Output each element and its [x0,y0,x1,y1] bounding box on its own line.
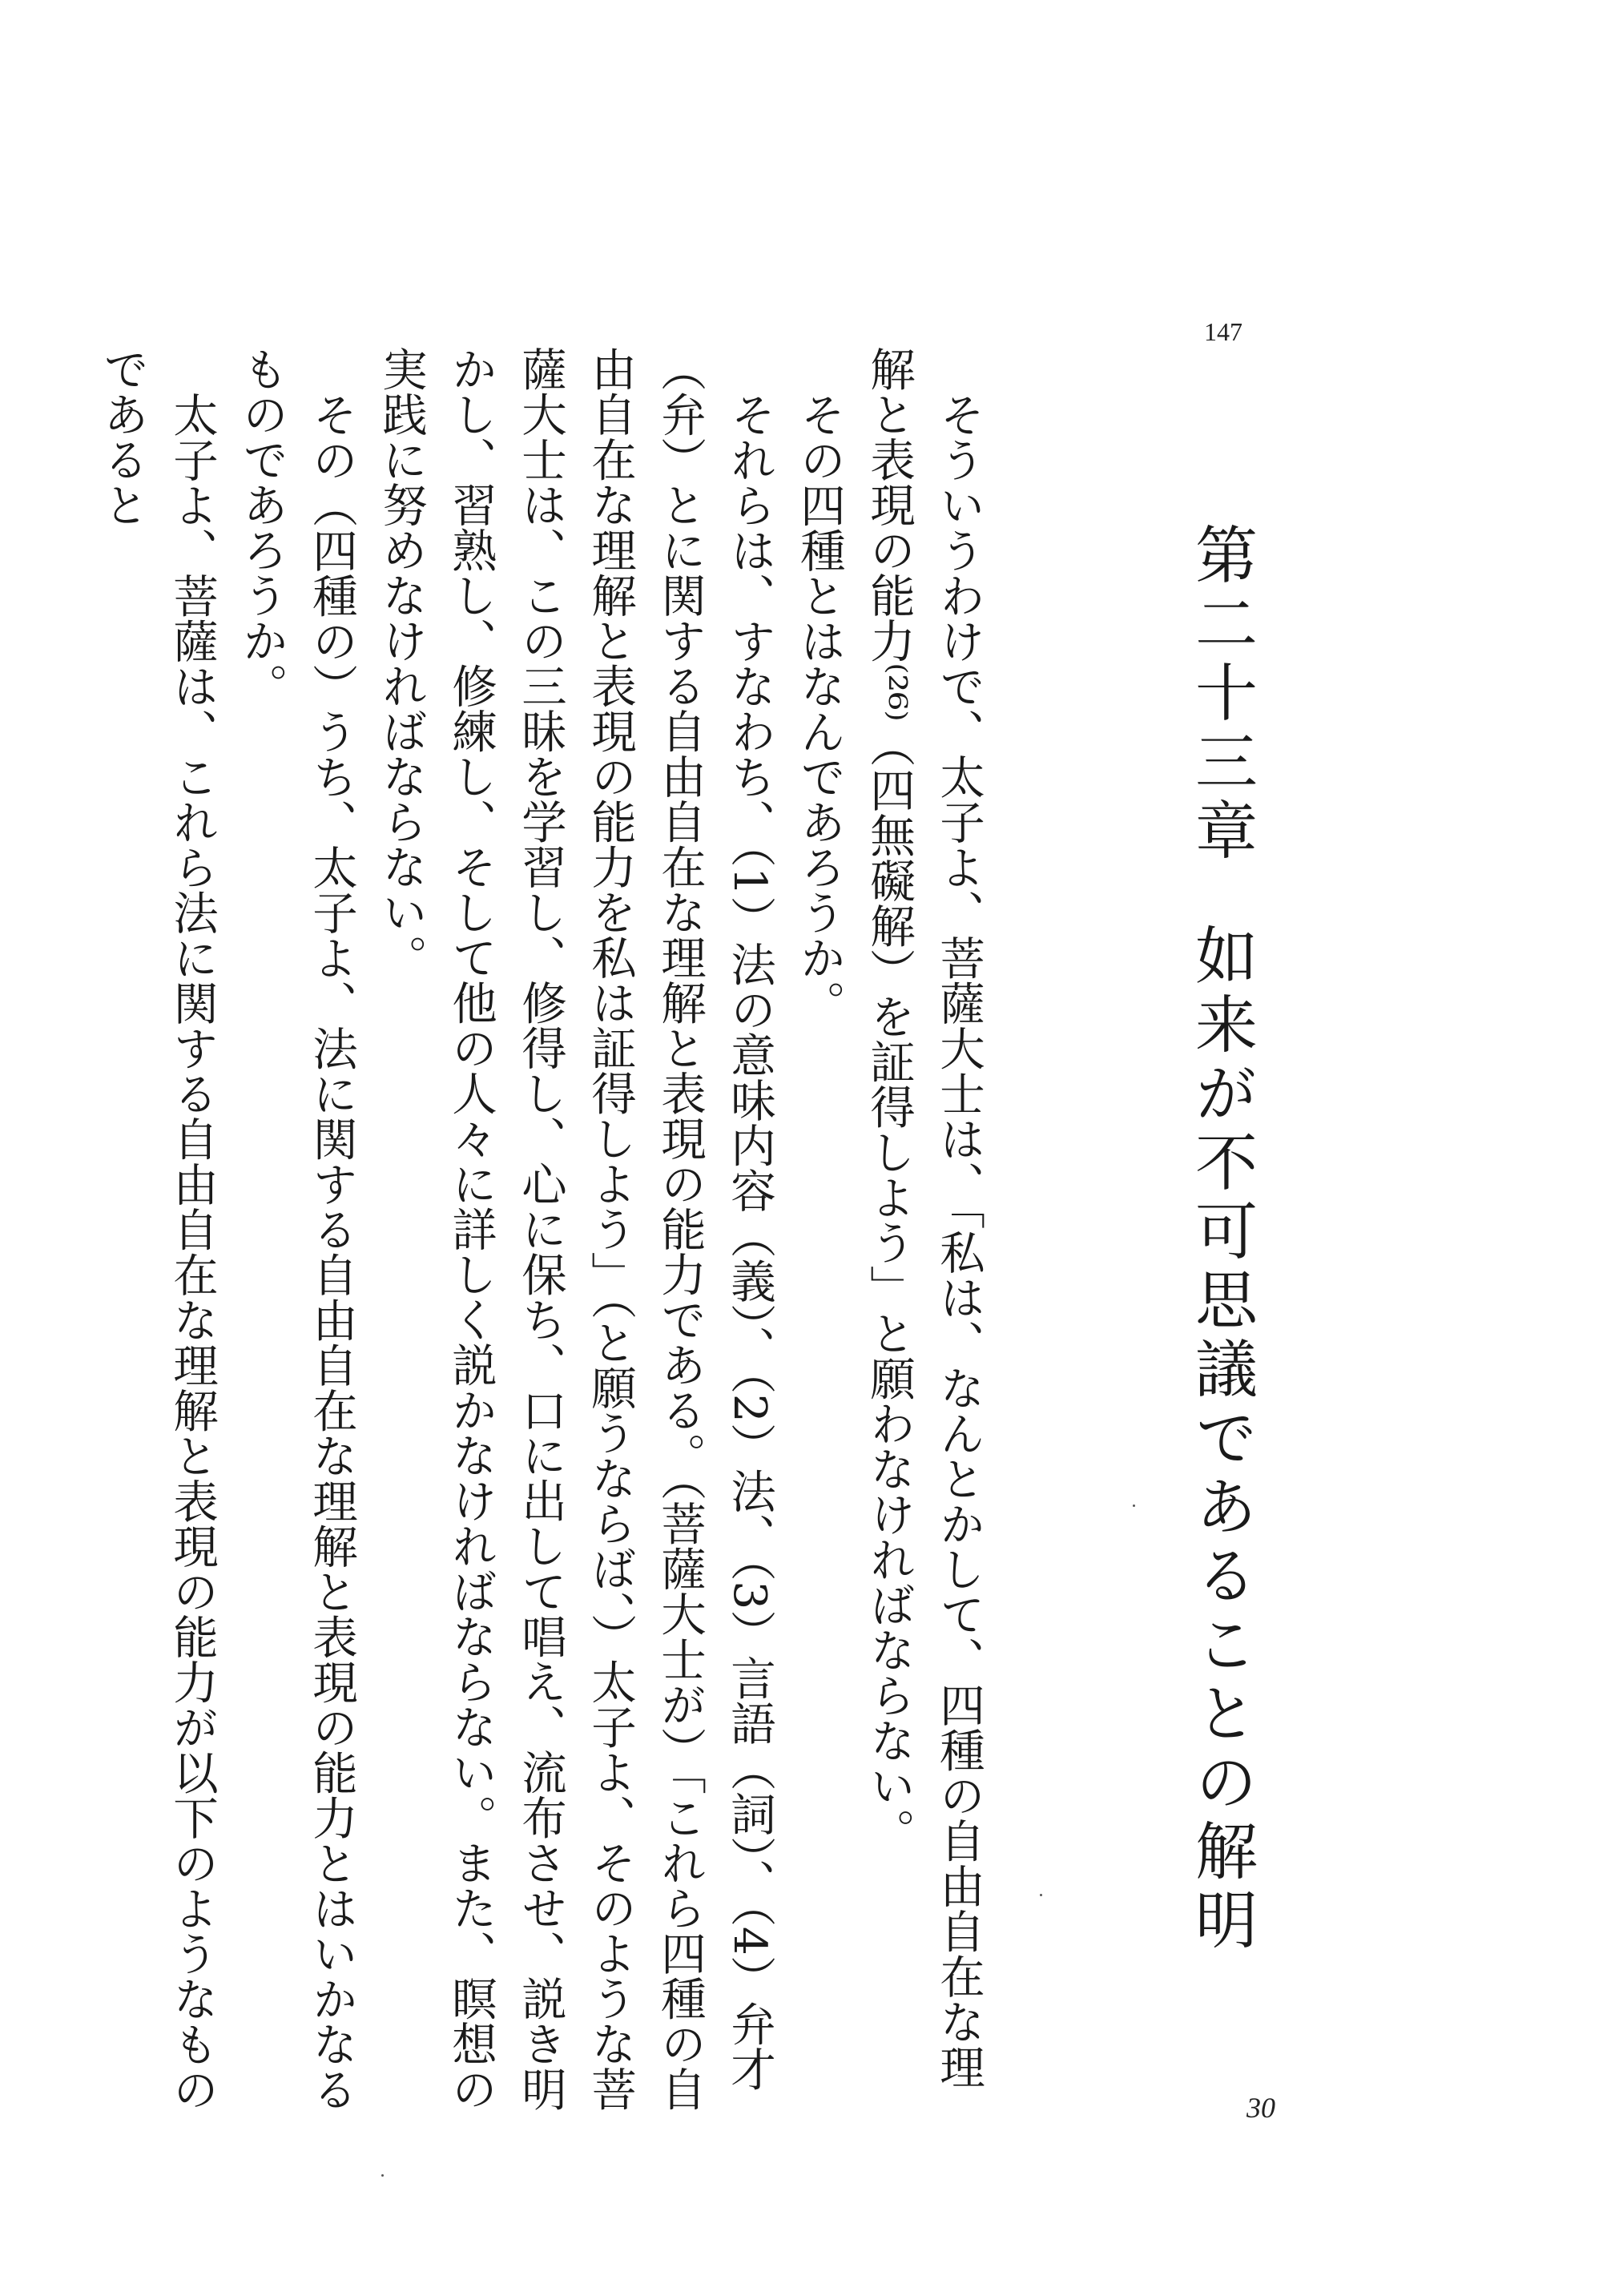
paragraph-3: それらは、すなわち、（1）法の意味内容（義）、（2）法、（3）言語（詞）、（4）弁才（弁）とに関する自由自在な理解と表現の能力である。（菩薩大士が）「これら四種の自由自在な理解と表現の能力を私は証得しよう」（と願うならば、）太子よ、そのような菩薩大士は、この三昧を学習し、修得し、心に保ち、口に出して唱え、流布させ、説き明かし、習熟し、修練し、そして他の人々に詳しく説かなければならない。また、瞑想の実践に努めなければならない。 [375,346,775,2112]
scan-speck [381,2174,384,2177]
paragraph-2: その四種とはなんであろうか。 [793,391,845,1025]
paragraph-1: そういうわけで、太子よ、菩薩大士は、「私は、なんとかして、四種の自由自在な理解と表現の能力⁽²⁶⁾（四無礙解）を証得しよう」と願わなければならない。 [863,346,985,2089]
page-number-bottom: 30 [1246,2092,1275,2124]
chapter-number: 第二十三章 [1185,522,1257,867]
paragraph-4: その（四種の）うち、太子よ、法に関する自由自在な理解と表現の能力とはいかなるものであろうか。 [236,346,357,2112]
scan-speck [1133,1504,1135,1507]
chapter-title [1184,522,1258,1956]
paragraph-5: 太子よ、菩薩は、これら法に関する自由自在な理解と表現の能力が以下のようなものであると [96,346,218,2112]
page-number-top: 147 [1204,317,1242,346]
scan-speck [1040,1894,1042,1896]
body-text [96,346,993,2117]
chapter-heading: 如来が不可思議であることの解明 [1185,923,1257,1956]
